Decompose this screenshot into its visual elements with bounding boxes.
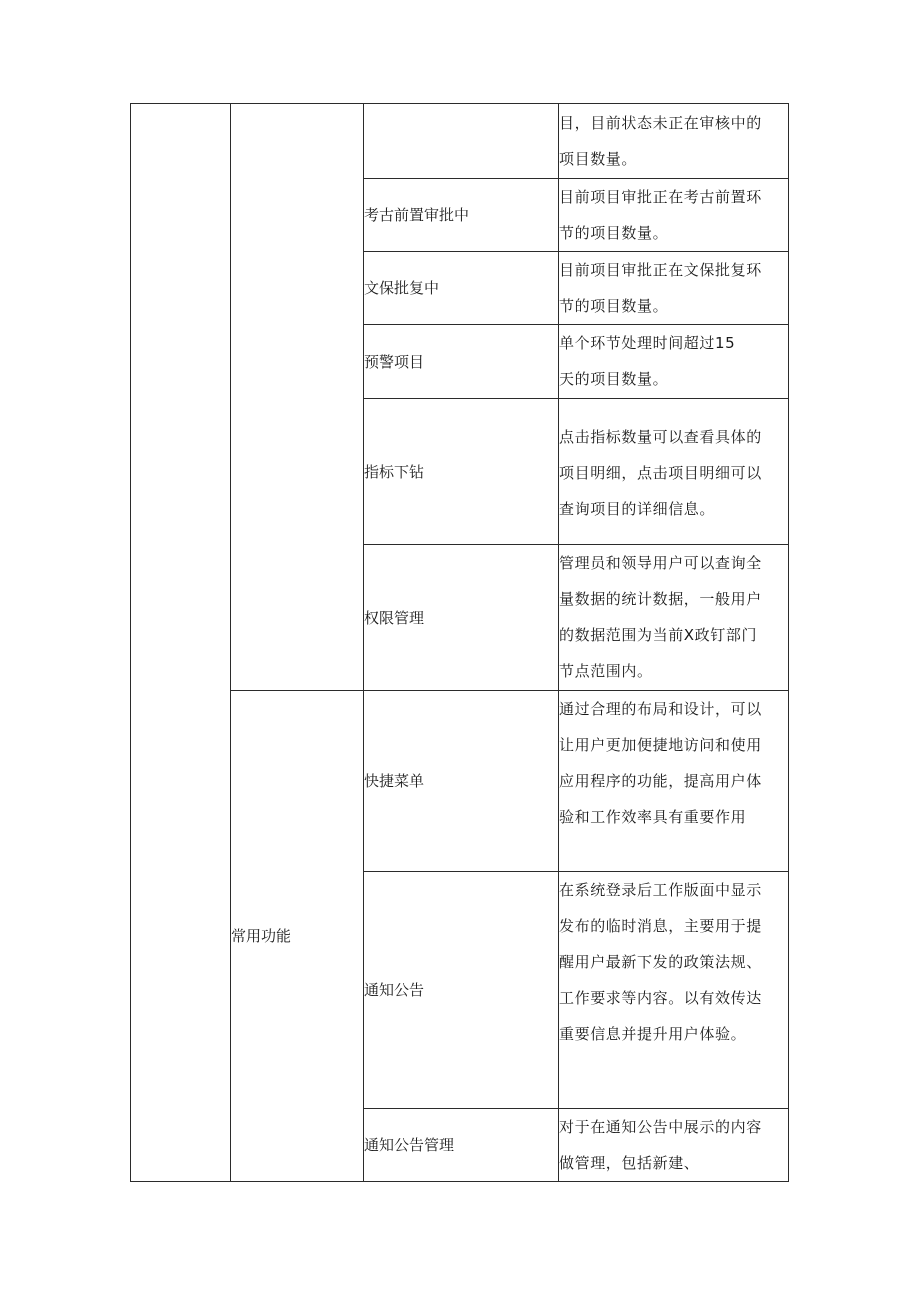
desc-line: 目，目前状态未正在审核中的 (559, 114, 762, 132)
desc-line: 工作要求等内容。以有效传达 (559, 989, 762, 1007)
desc-line: 点击指标数量可以查看具体的 (559, 428, 762, 446)
item-name-cell: 预警项目 (364, 325, 559, 399)
desc-line: 应用程序的功能，提高用户体 (559, 772, 762, 790)
item-desc-cell (559, 1109, 789, 1182)
desc-line: 通过合理的布局和设计，可以 (559, 700, 762, 718)
desc-line: 单个环节处理时间超过15 (559, 334, 736, 352)
desc-line: 醒用户最新下发的政策法规、 (559, 953, 762, 971)
desc-line: 发布的临时消息，主要用于提 (559, 917, 762, 935)
desc-line: 管理员和领导用户可以查询全 (559, 554, 762, 572)
desc-line: 做管理，包括新建、 (559, 1154, 700, 1172)
function-table (130, 103, 789, 1182)
item-name-cell (364, 104, 559, 179)
desc-line: 量数据的统计数据，一般用户 (559, 590, 762, 608)
item-name-cell: 通知公告 (364, 872, 559, 1109)
group-cell (231, 104, 364, 691)
item-desc-cell (559, 179, 789, 252)
desc-line: 的数据范围为当前X政钉部门 (559, 626, 758, 644)
desc-line: 目前项目审批正在文保批复环 (559, 261, 762, 279)
desc-line: 验和工作效率具有重要作用 (559, 808, 747, 826)
desc-line: 让用户更加便捷地访问和使用 (559, 736, 762, 754)
item-desc-cell (559, 545, 789, 691)
item-desc-cell (559, 104, 789, 179)
item-name-cell: 快捷菜单 (364, 691, 559, 872)
item-desc-cell (559, 325, 789, 399)
desc-line: 查询项目的详细信息。 (559, 500, 716, 518)
desc-line: 对于在通知公告中展示的内容 (559, 1118, 762, 1136)
item-desc-cell (559, 872, 789, 1109)
item-name-cell: 权限管理 (364, 545, 559, 691)
item-name-cell: 指标下钻 (364, 399, 559, 545)
desc-line: 节点范围内。 (559, 662, 653, 680)
desc-line: 节的项目数量。 (559, 297, 669, 315)
group-cell: 常用功能 (231, 691, 364, 1182)
desc-line: 重要信息并提升用户体验。 (559, 1025, 747, 1043)
item-name-cell: 文保批复中 (364, 252, 559, 325)
module-cell (131, 104, 231, 1182)
desc-line: 项目数量。 (559, 150, 638, 168)
desc-line: 目前项目审批正在考古前置环 (559, 188, 762, 206)
item-name-cell: 考古前置审批中 (364, 179, 559, 252)
desc-line: 节的项目数量。 (559, 224, 669, 242)
desc-line: 在系统登录后工作版面中显示 (559, 881, 762, 899)
desc-line: 项目明细，点击项目明细可以 (559, 464, 762, 482)
item-desc-cell (559, 399, 789, 545)
desc-line: 天的项目数量。 (559, 370, 669, 388)
table-row (131, 104, 789, 179)
item-desc-cell (559, 691, 789, 872)
item-name-cell: 通知公告管理 (364, 1109, 559, 1182)
item-desc-cell (559, 252, 789, 325)
